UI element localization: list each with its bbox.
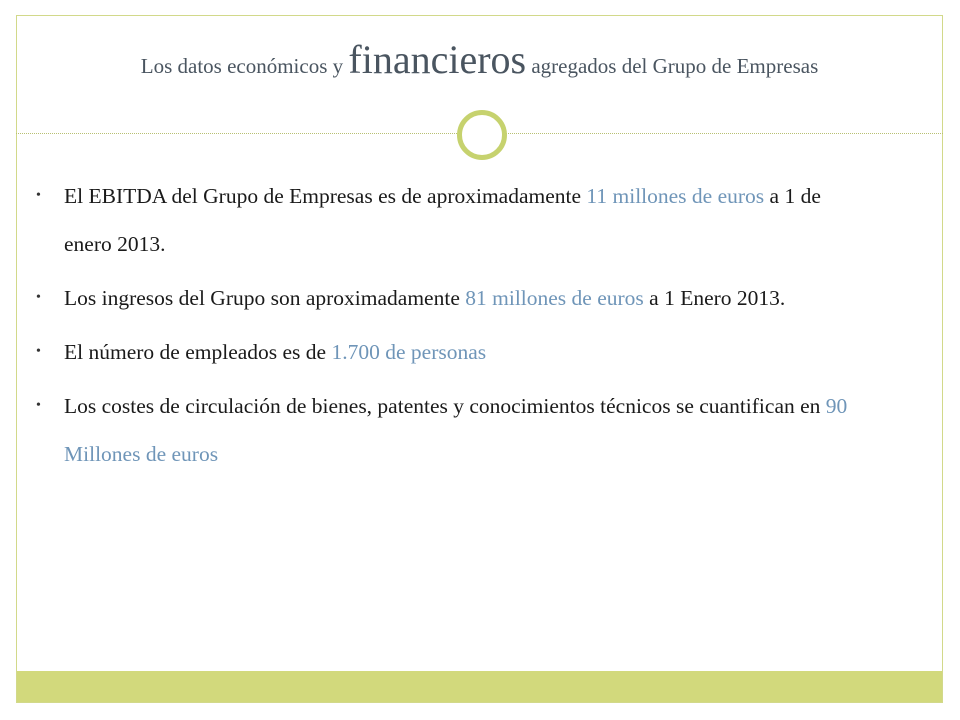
- title-emphasis: financieros: [348, 37, 527, 82]
- footer-bar: [17, 671, 942, 702]
- bullet-text-after: a 1 Enero 2013.: [643, 286, 786, 310]
- bullet-text: Los costes de circulación de bienes, patentes y conocimientos técnicos se cuantifican en: [64, 394, 826, 418]
- bullet-item-ebitda: [36, 172, 866, 268]
- bullet-text-after: a 1 de enero 2013.: [64, 184, 821, 256]
- bullet-text: Los ingresos del Grupo son aproximadamente: [64, 286, 466, 310]
- bullet-dot-icon: •: [36, 290, 41, 305]
- bullet-text: El número de empleados es de: [64, 340, 332, 364]
- bullet-highlight: 11 millones de euros: [586, 184, 765, 208]
- bullet-highlight: 81 millones de euros: [465, 286, 644, 310]
- bullet-highlight: 90 Millones de euros: [64, 394, 848, 466]
- bullet-item-costes: [36, 382, 866, 478]
- bullet-list: [36, 172, 866, 484]
- bullet-dot-icon: •: [36, 398, 41, 413]
- bullet-item-empleados: [36, 328, 866, 376]
- bullet-dot-icon: •: [36, 188, 41, 203]
- slide-title: [16, 37, 943, 82]
- title-part-2: agregados del Grupo de Empresas: [526, 54, 819, 78]
- bullet-dot-icon: •: [36, 344, 41, 359]
- bullet-item-ingresos: [36, 274, 866, 322]
- ring-ornament-icon: [457, 110, 507, 160]
- title-part-1: Los datos económicos y: [140, 54, 349, 78]
- bullet-highlight: 1.700 de personas: [331, 340, 487, 364]
- bullet-text: El EBITDA del Grupo de Empresas es de aproximadamente: [64, 184, 587, 208]
